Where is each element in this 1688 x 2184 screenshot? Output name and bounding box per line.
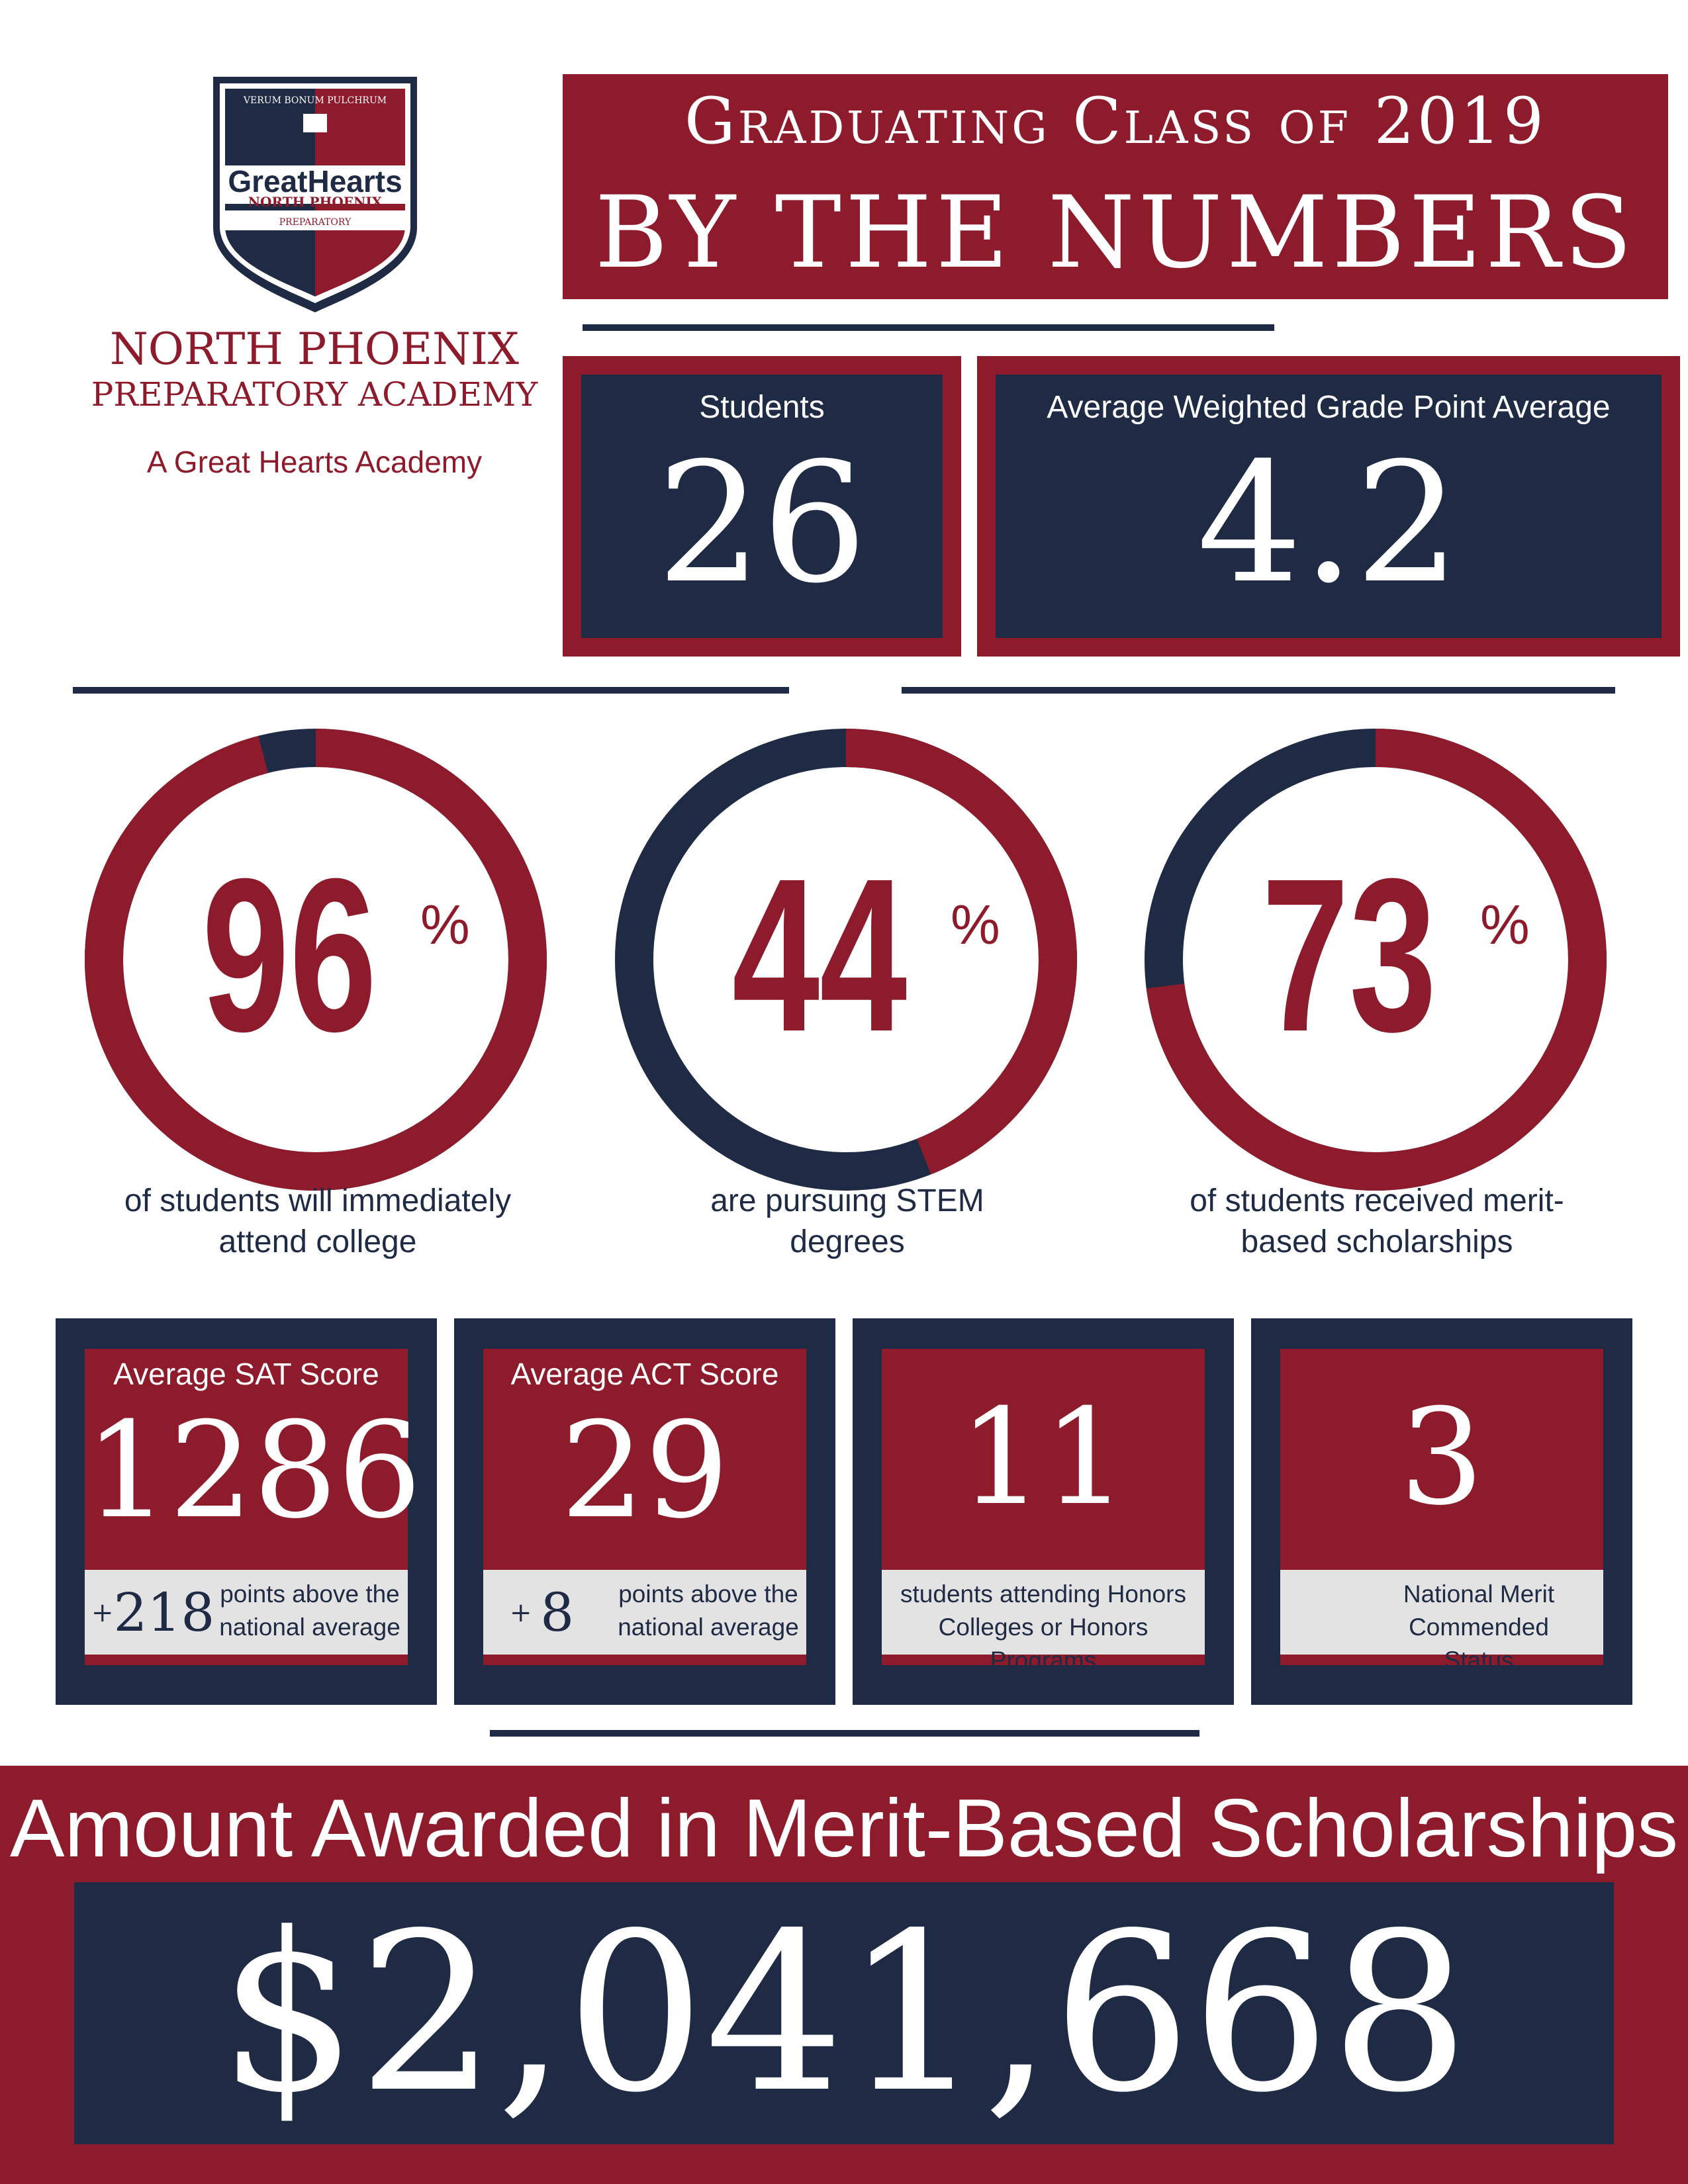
sat-desc: points above the national average [219,1580,400,1641]
ring-stem-caption: are pursuing STEM degrees [710,1183,984,1259]
header-title-line1: Graduating Class of 2019 [684,84,1546,158]
svg-text:PREPARATORY: PREPARATORY [279,217,352,228]
students-label: Students [699,390,825,425]
gpa-label: Average Weighted Grade Point Average [1047,390,1611,425]
act-card [454,1318,835,1705]
sat-value: 1286 [85,1394,422,1548]
ring-college-value: 96 [202,833,377,1077]
footer-title: Amount Awarded in Merit-Based Scholarships [9,1783,1679,1874]
act-card-panel [483,1349,806,1665]
svg-text:GreatHearts: GreatHearts [228,164,402,199]
sat-plus: +218 [91,1582,215,1643]
merit-desc: National Merit Commended Status [1403,1580,1555,1674]
ring-stem [608,721,1084,1198]
gpa-value: 4.2 [1197,427,1460,619]
merit-card [1251,1318,1632,1705]
sat-band [85,1570,408,1655]
svg-text:NORTH PHOENIX: NORTH PHOENIX [248,194,383,210]
ring-scholarships-value: 73 [1262,833,1437,1077]
honors-desc: students attending Honors Colleges or Honors Programs [900,1580,1186,1674]
students-value: 26 [656,427,868,619]
ring-college [77,721,554,1198]
merit-card-panel [1280,1349,1603,1674]
divider [583,324,1274,331]
ring-stem-unit: % [951,893,1000,956]
divider [73,687,789,694]
header-banner [563,74,1668,299]
footer-amount: $2,041,668 [218,1886,1470,2140]
honors-band [882,1570,1205,1674]
honors-value: 11 [959,1381,1128,1535]
divider [902,687,1615,694]
merit-value: 3 [1399,1381,1484,1535]
footer-banner [0,1766,1688,2184]
act-band [483,1570,806,1655]
act-value: 29 [560,1394,729,1548]
school-tagline: A Great Hearts Academy [146,445,483,479]
sat-label: Average SAT Score [113,1357,379,1391]
honors-card-panel [882,1349,1205,1674]
ring-college-unit: % [420,893,470,956]
ring-college-caption: of students will immediately attend college [124,1183,512,1259]
act-desc: points above the national average [618,1580,799,1641]
students-stat [563,356,961,657]
ring-stem-value: 44 [732,833,908,1077]
act-plus: + 8 [510,1582,575,1643]
gpa-stat-panel [996,375,1662,638]
header-title-line2: BY THE NUMBERS [594,175,1636,291]
footer-amount-panel [74,1882,1614,2144]
sat-card [56,1318,437,1705]
school-subtitle: PREPARATORY ACADEMY [91,375,538,414]
school-crest-logo [211,74,420,315]
students-stat-panel [581,375,943,638]
merit-band [1280,1570,1603,1674]
svg-text:VERUM BONUM PULCHRUM: VERUM BONUM PULCHRUM [243,95,387,106]
act-label: Average ACT Score [510,1357,779,1391]
school-name: NORTH PHOENIX [109,324,519,375]
gpa-stat [977,356,1680,657]
honors-card [853,1318,1234,1705]
ring-scholarships-unit: % [1480,893,1530,956]
ring-scholarships-caption: of students received merit-based scholarships [1190,1183,1564,1259]
divider [490,1730,1199,1737]
sat-card-panel [85,1349,422,1665]
ring-scholarships [1137,721,1614,1198]
